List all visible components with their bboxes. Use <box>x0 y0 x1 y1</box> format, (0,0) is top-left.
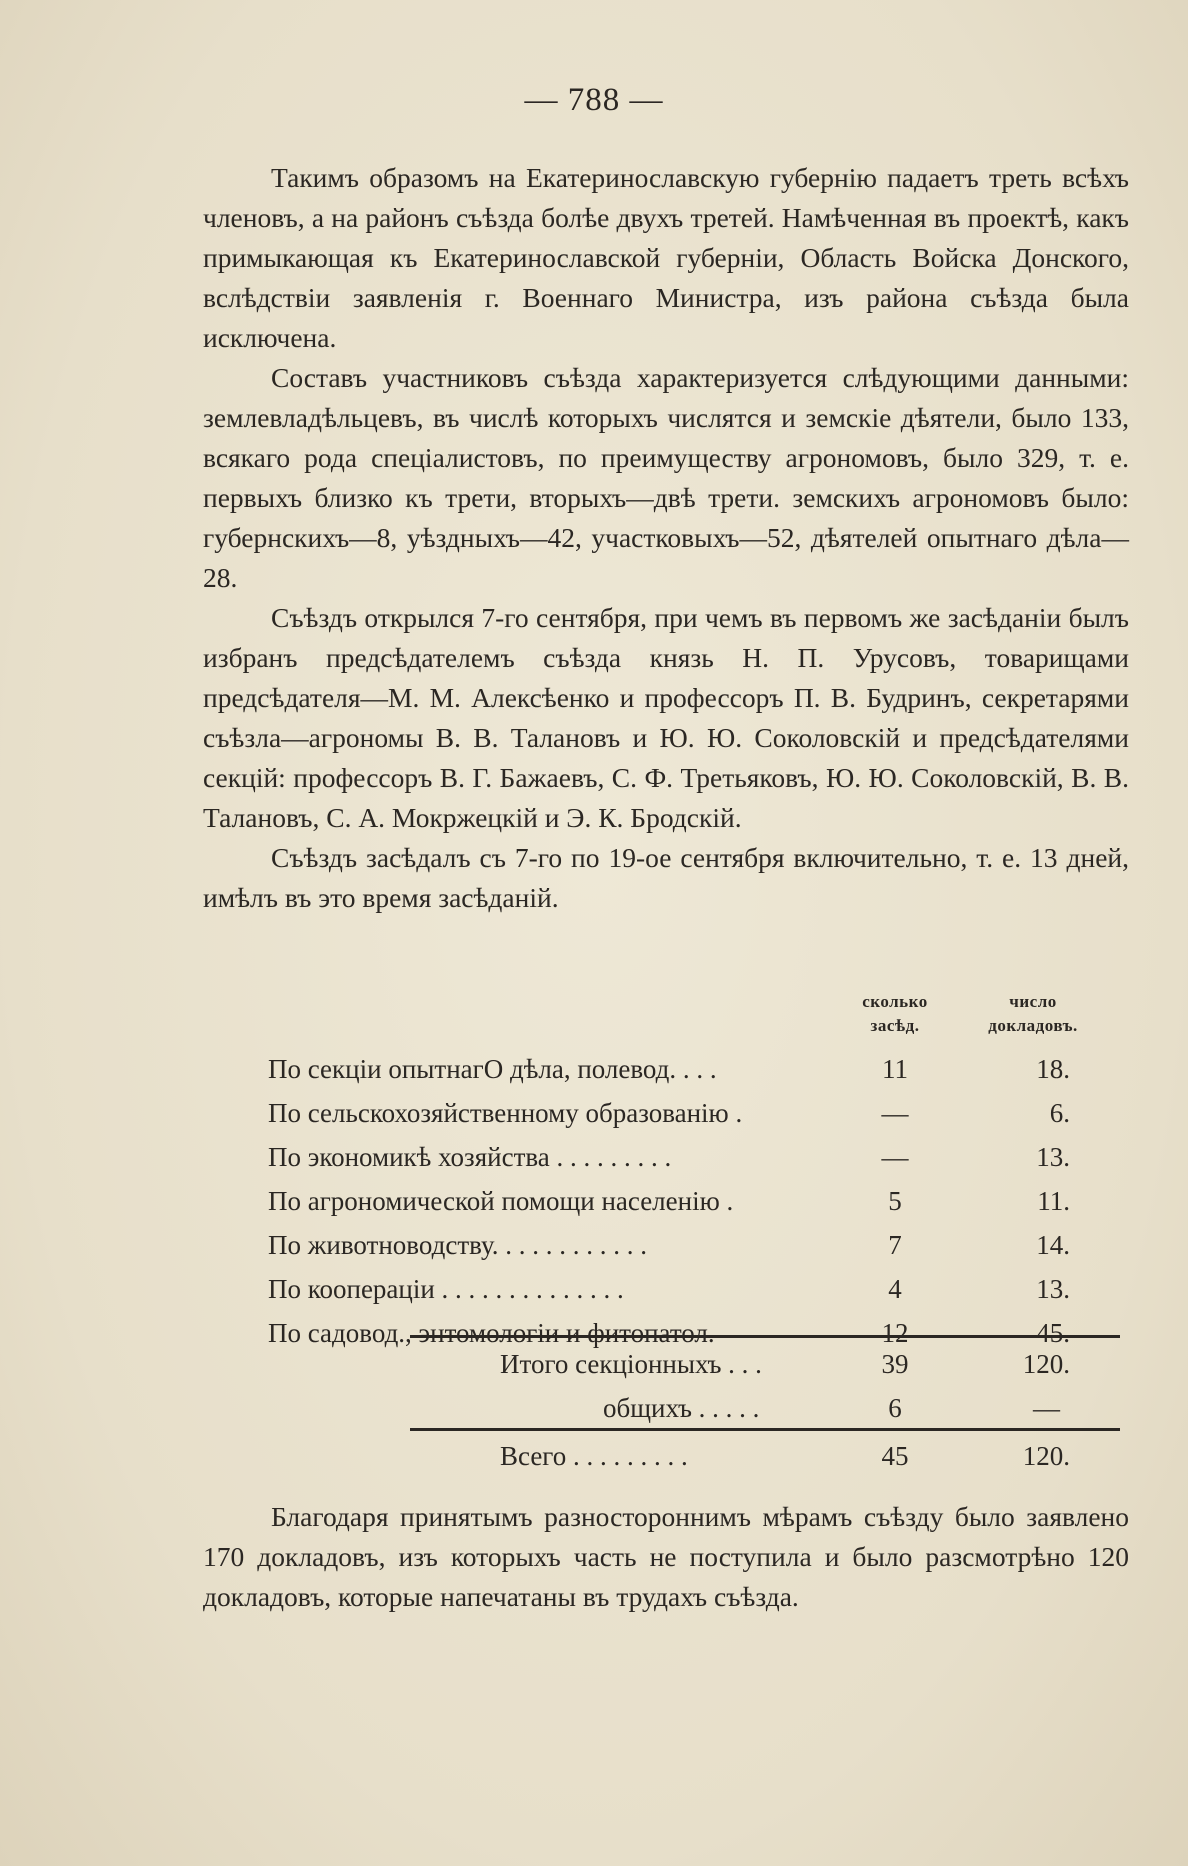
paragraph-1: Такимъ образомъ на Екатеринославскую губернію падаетъ треть всѣхъ членовъ, а на районъ съѣзда болѣе двухъ третей. Намѣченная въ проектѣ, какъ примыкающая къ Екатеринославской губерніи, Область Войска Донского, вслѣдствіи заявленія г. Военнаго Министра, изъ района съѣзда была исключена. <box>203 162 1129 353</box>
row-meetings: — <box>881 1098 909 1128</box>
page-number: — 788 — <box>524 82 664 118</box>
table-row <box>200 1137 1130 1177</box>
row-meetings: 7 <box>888 1230 902 1260</box>
row-meetings: — <box>881 1142 909 1172</box>
general-reports: — <box>1033 1393 1060 1423</box>
general-meetings: 6 <box>888 1393 902 1423</box>
row-reports: 14. <box>1036 1230 1070 1260</box>
row-reports: 45. <box>1036 1318 1070 1348</box>
grand-total-reports: 120. <box>1022 1441 1070 1471</box>
row-reports: 13. <box>1036 1274 1070 1304</box>
paragraph-3: Съѣздъ открылся 7-го сентября, при чемъ въ первомъ же засѣданіи былъ избранъ предсѣдателемъ съѣзда князь Н. П. Урусовъ, товарищами предсѣдателя—М. М. Алексѣенко и профессоръ П. В. Будринъ, секретарями съѣзла—агрономы В. В. Талановъ и Ю. Ю. Соколовскій и предсѣдателями секцій: профессоръ В. Г. Бажаевъ, С. Ф. Третьяковъ, Ю. Ю. Соколовскій, В. В. Талановъ, С. А. Мокржецкій и Э. К. Бродскій. <box>203 602 1129 833</box>
row-meetings: 11 <box>882 1054 908 1084</box>
paragraph-4: Съѣздъ засѣдалъ съ 7-го по 19-ое сентября включительно, т. е. 13 дней, имѣлъ въ это время засѣданій. <box>203 842 1129 913</box>
row-meetings: 4 <box>888 1274 902 1304</box>
closing-paragraph: Благодаря принятымъ разностороннимъ мѣрамъ съѣзду было заявлено 170 докладовъ, изъ которыхъ часть не поступила и было разсмотрѣно 120 докладовъ, которые напечатаны въ трудахъ съѣзда. <box>203 1501 1129 1612</box>
table-row <box>200 1049 1130 1089</box>
table-row <box>200 1225 1130 1265</box>
header-reports: число докладовъ. <box>988 992 1078 1035</box>
general-label: общихъ . . . . . <box>603 1393 760 1423</box>
grand-total-meetings: 45 <box>881 1441 909 1471</box>
body-text <box>203 158 1129 918</box>
row-reports: 6. <box>1049 1098 1070 1128</box>
table-row <box>200 1269 1130 1309</box>
closing-text <box>203 1497 1129 1617</box>
row-label: По коопераціи . . . . . . . . . . . . . . <box>268 1274 624 1304</box>
row-meetings: 5 <box>888 1186 902 1216</box>
row-label: По экономикѣ хозяйства . . . . . . . . . <box>268 1142 672 1172</box>
table-divider <box>410 1335 1120 1338</box>
row-label: По агрономической помощи населенію . <box>268 1186 734 1216</box>
subtotal-meetings: 39 <box>881 1349 909 1379</box>
table-divider <box>410 1428 1120 1431</box>
grand-total-row <box>200 1436 1130 1476</box>
table-row <box>200 1093 1130 1133</box>
row-reports: 11. <box>1037 1186 1070 1216</box>
header-meetings: сколько засѣд. <box>862 992 928 1035</box>
subtotal-label: Итого секціонныхъ . . . <box>500 1349 762 1379</box>
subtotal-row <box>200 1344 1130 1384</box>
row-label: По животноводству. . . . . . . . . . . . <box>268 1230 647 1260</box>
row-reports: 13. <box>1036 1142 1070 1172</box>
general-row <box>200 1388 1130 1428</box>
row-label: По секціи опытнагО дѣла, полевод. . . . <box>268 1054 717 1084</box>
row-reports: 18. <box>1036 1054 1070 1084</box>
table-row <box>200 1181 1130 1221</box>
subtotal-reports: 120. <box>1022 1349 1070 1379</box>
row-meetings: 12 <box>881 1318 909 1348</box>
grand-total-label: Всего . . . . . . . . . <box>500 1441 688 1471</box>
row-label: По садовод., энтомологіи и фитопатол. <box>268 1318 715 1348</box>
row-label: По сельскохозяйственному образованію . <box>268 1098 743 1128</box>
paragraph-2: Составъ участниковъ съѣзда характеризуется слѣдующими данными: землевладѣльцевъ, въ числѣ которыхъ числятся и земскіе дѣятели, было 133, всякаго рода спеціалистовъ, по преимуществу агрономовъ, было 329, т. е. первыхъ близко къ трети, вторыхъ—двѣ трети. земскихъ агрономовъ было: губернскихъ—8, уѣздныхъ—42, участковыхъ—52, дѣятелей опытнаго дѣла—28. <box>203 362 1129 593</box>
